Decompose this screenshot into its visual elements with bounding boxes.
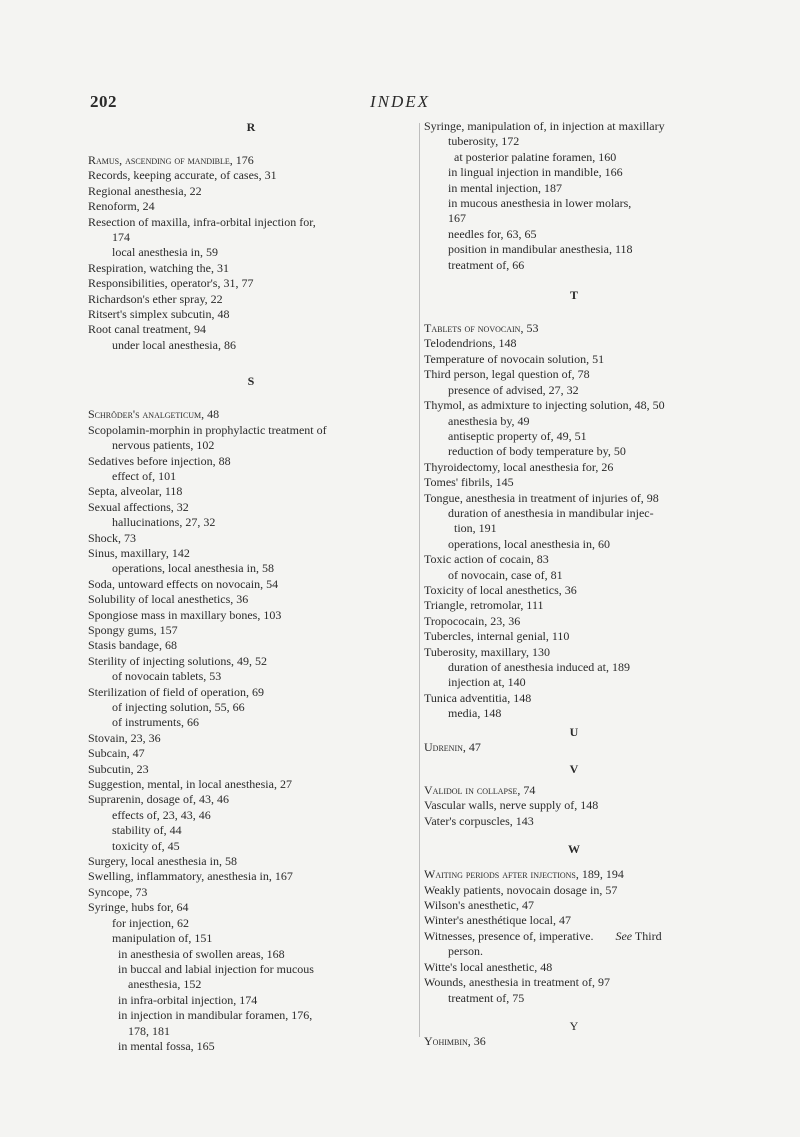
index-subentry: of injecting solution, 55, 66 xyxy=(112,700,245,714)
index-entry: Tubercles, internal genial, 110 xyxy=(424,629,570,644)
index-entry: Witte's local anesthetic, 48 xyxy=(424,959,553,974)
index-entry: Ramus, ascending of mandible, 176 xyxy=(88,153,254,167)
index-entry: Telodendrions, 148 xyxy=(424,336,517,351)
index-subentry: operations, local anesthesia in, 60 xyxy=(448,536,610,551)
index-subentry: in injection in mandibular foramen, 176, xyxy=(118,1008,313,1023)
index-entry: Witnesses, presence of, imperative. See Third xyxy=(424,928,662,943)
section-letter-u: U xyxy=(569,724,579,739)
index-subentry: effect of, 101 xyxy=(112,468,177,483)
index-entry: Tablets of novocain, 53 xyxy=(424,321,539,336)
index-entry: Vater's corpuscles, 143 xyxy=(424,813,534,828)
index-subentry: operations, local anesthesia in, 58 xyxy=(112,561,274,576)
index-subentry: in infra-orbital injection, 174 xyxy=(118,992,258,1007)
index-entry: Wounds, anesthesia in treatment of, 97 xyxy=(424,975,610,990)
index-entry: Validol in collapse, 74 xyxy=(424,783,536,798)
index-entry: Responsibilities, operator's, 31, 77 xyxy=(88,276,254,291)
index-entry: Tunica adventitia, 148 xyxy=(424,690,532,705)
index-entry: Spongiose mass in maxillary bones, 103 xyxy=(88,607,282,622)
index-subentry: tuberosity, 172 xyxy=(448,134,520,149)
index-entry: Renoform, 24 xyxy=(88,199,155,214)
index-subentry: in mental injection, 187 xyxy=(448,180,562,195)
index-subentry: treatment of, 75 xyxy=(448,990,525,1005)
index-entry: Thyroidectomy, local anesthesia for, 26 xyxy=(424,459,614,474)
index-entry: Wilson's anesthetic, 47 xyxy=(424,898,534,913)
index-subentry: 167 xyxy=(448,211,466,226)
index-entry: Winter's anesthétique local, 47 xyxy=(424,913,571,928)
index-entry: Shock, 73 xyxy=(88,530,136,545)
running-title: INDEX xyxy=(369,92,431,111)
index-subentry: treatment of, 66 xyxy=(448,257,525,272)
index-subentry: duration of anesthesia in mandibular injec- xyxy=(448,505,654,520)
index-entry: Thymol, as admixture to injecting solution, 48, 50 xyxy=(424,398,665,413)
index-entry: Tropococain, 23, 36 xyxy=(424,613,521,628)
index-subentry: in anesthesia of swollen areas, 168 xyxy=(118,946,285,961)
index-subentry: of instruments, 66 xyxy=(112,715,199,730)
index-entry: Waiting periods after injections, 189, 194 xyxy=(424,867,624,882)
index-entry: Septa, alveolar, 118 xyxy=(88,484,183,499)
index-entry: Third person, legal question of, 78 xyxy=(424,367,590,382)
section-letter-r: R xyxy=(246,120,256,134)
index-subentry: of novocain tablets, 53 xyxy=(112,669,222,684)
index-entry: Yohimbin, 36 xyxy=(424,1033,486,1048)
index-subentry: person. xyxy=(448,944,483,959)
index-column-left xyxy=(88,119,414,1054)
index-entry: Soda, untoward effects on novocain, 54 xyxy=(88,576,279,591)
index-subentry: in buccal and labial injection for mucous xyxy=(118,961,314,976)
index-entry: Swelling, inflammatory, anesthesia in, 167 xyxy=(88,869,293,884)
index-subentry: tion, 191 xyxy=(454,521,497,536)
index-entry: Records, keeping accurate, of cases, 31 xyxy=(88,168,277,183)
index-entry: Tuberosity, maxillary, 130 xyxy=(424,644,550,659)
index-entry: Sterility of injecting solutions, 49, 52 xyxy=(88,653,267,668)
index-entry: Respiration, watching the, 31 xyxy=(88,260,229,275)
index-entry: Syncope, 73 xyxy=(88,884,148,899)
index-entry: Root canal treatment, 94 xyxy=(88,322,206,337)
column-divider xyxy=(419,123,420,1037)
index-entry: Vascular walls, nerve supply of, 148 xyxy=(424,798,599,813)
section-letter-y: Y xyxy=(569,1018,579,1033)
index-subentry: antiseptic property of, 49, 51 xyxy=(448,428,587,443)
index-subentry: anesthesia, 152 xyxy=(128,977,202,992)
index-entry: Tongue, anesthesia in treatment of injuries of, 98 xyxy=(424,490,659,505)
index-entry: Resection of maxilla, infra-orbital injection for, xyxy=(88,214,316,229)
index-subentry: toxicity of, 45 xyxy=(112,838,180,853)
index-entry: Schröder's analgeticum, 48 xyxy=(88,407,220,422)
index-subentry: stability of, 44 xyxy=(112,823,182,838)
index-subentry: effects of, 23, 43, 46 xyxy=(112,807,211,822)
page-number: 202 xyxy=(90,92,117,111)
index-entry: Toxicity of local anesthetics, 36 xyxy=(424,582,577,597)
index-subentry: injection at, 140 xyxy=(448,675,526,690)
index-subentry: position in mandibular anesthesia, 118 xyxy=(448,242,633,257)
section-letter-t: T xyxy=(569,288,578,303)
index-entry: Sexual affections, 32 xyxy=(88,499,189,514)
index-subentry: in mucous anesthesia in lower molars, xyxy=(448,196,632,211)
index-subentry: hallucinations, 27, 32 xyxy=(112,515,216,530)
index-entry: Subcain, 47 xyxy=(88,746,145,761)
index-entry: Solubility of local anesthetics, 36 xyxy=(88,592,249,607)
index-subentry: at posterior palatine foramen, 160 xyxy=(454,149,617,164)
index-column-right xyxy=(424,119,724,1049)
index-subentry: in lingual injection in mandible, 166 xyxy=(448,165,623,180)
index-subentry: anesthesia by, 49 xyxy=(448,413,530,428)
index-entry: Syringe, hubs for, 64 xyxy=(88,900,189,915)
index-subentry: of novocain, case of, 81 xyxy=(448,567,563,582)
index-entry: Scopolamin-morphin in prophylactic treatment of xyxy=(88,422,327,437)
index-entry: Tomes' fibrils, 145 xyxy=(424,475,514,490)
index-entry: Ritsert's simplex subcutin, 48 xyxy=(88,307,230,322)
index-entry: nervous patients, 102 xyxy=(112,438,215,453)
index-subentry: duration of anesthesia induced at, 189 xyxy=(448,660,630,674)
section-letter-s: S xyxy=(247,374,255,389)
index-entry: Subcutin, 23 xyxy=(88,761,149,776)
page-header xyxy=(0,92,800,116)
index-entry: Regional anesthesia, 22 xyxy=(88,183,202,198)
index-entry: Sterilization of field of operation, 69 xyxy=(88,684,264,699)
index-entry: Spongy gums, 157 xyxy=(88,622,178,637)
index-subentry: in mental fossa, 165 xyxy=(118,1038,215,1053)
section-letter-w: W xyxy=(568,842,580,857)
index-entry: Suggestion, mental, in local anesthesia, 27 xyxy=(88,777,292,792)
index-subentry: needles for, 63, 65 xyxy=(448,226,537,241)
index-entry: Sinus, maxillary, 142 xyxy=(88,545,190,560)
index-entry: Surgery, local anesthesia in, 58 xyxy=(88,854,237,869)
index-subentry: media, 148 xyxy=(448,706,502,721)
index-entry: Triangle, retromolar, 111 xyxy=(424,598,544,613)
index-entry: 174 xyxy=(112,230,130,245)
index-entry: Udrenin, 47 xyxy=(424,739,481,754)
index-entry: Weakly patients, novocain dosage in, 57 xyxy=(424,882,618,897)
index-subentry: local anesthesia in, 59 xyxy=(112,245,218,260)
index-subentry: manipulation of, 151 xyxy=(112,931,213,946)
index-subentry: 178, 181 xyxy=(128,1023,170,1038)
index-entry: Suprarenin, dosage of, 43, 46 xyxy=(88,792,229,807)
index-subentry: reduction of body temperature by, 50 xyxy=(448,444,626,459)
index-entry: Stasis bandage, 68 xyxy=(88,638,177,653)
index-entry: Richardson's ether spray, 22 xyxy=(88,291,223,306)
index-entry: Sedatives before injection, 88 xyxy=(88,453,231,468)
index-entry: Stovain, 23, 36 xyxy=(88,730,161,745)
index-subentry: presence of advised, 27, 32 xyxy=(448,382,579,397)
index-entry: Temperature of novocain solution, 51 xyxy=(424,351,605,366)
index-entry: Syringe, manipulation of, in injection at maxillary xyxy=(424,119,665,133)
index-subentry: under local anesthesia, 86 xyxy=(112,337,236,352)
see-reference: See xyxy=(615,928,633,943)
index-entry: Toxic action of cocain, 83 xyxy=(424,552,549,567)
section-letter-v: V xyxy=(569,762,579,777)
index-subentry: for injection, 62 xyxy=(112,915,189,930)
